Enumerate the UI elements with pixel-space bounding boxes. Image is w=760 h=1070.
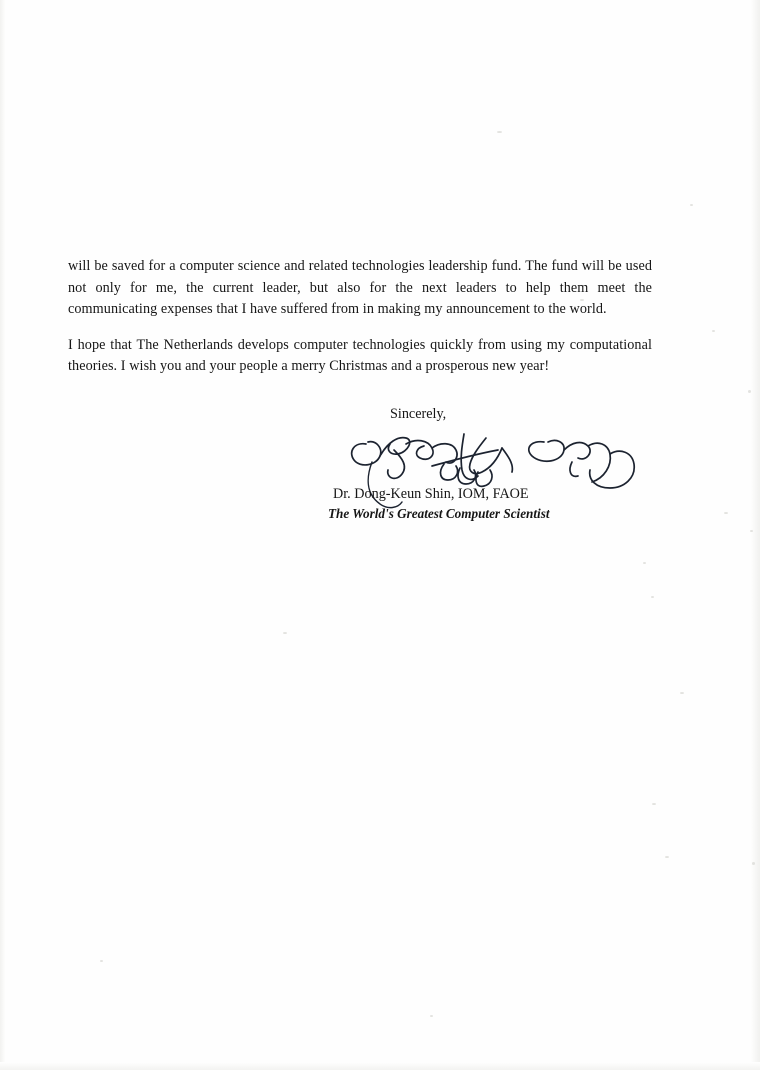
- scan-speck: [724, 512, 728, 514]
- scan-speck: [752, 862, 755, 865]
- closing-block: [68, 406, 652, 536]
- page-edge-shadow-left: [0, 0, 6, 1070]
- scan-speck: [643, 562, 646, 564]
- paragraph: I hope that The Netherlands develops computer technologies quickly from using my computational theories. I wish you and your people a merry Christmas and a prosperous new year!: [68, 336, 652, 375]
- scan-speck: [651, 596, 654, 598]
- scan-speck: [665, 856, 669, 858]
- letter-body: [68, 256, 652, 378]
- scan-speck: [652, 803, 656, 805]
- scan-speck: [748, 390, 751, 393]
- scan-speck: [680, 692, 684, 694]
- scan-speck: [690, 204, 693, 206]
- scan-speck: [430, 1015, 433, 1017]
- page-edge-shadow-bottom: [0, 1062, 760, 1070]
- scan-speck: [497, 131, 502, 133]
- scan-speck: [750, 530, 753, 532]
- scan-speck: [283, 632, 287, 634]
- signer-title: The World's Greatest Computer Scientist: [328, 506, 550, 521]
- paragraph: will be saved for a computer science and related technologies leadership fund. The fund will be used not only for me, the current leader, but also for the next leaders to help them meet the communicating expenses that I have suffered from in making my announcement to the world.: [68, 258, 652, 318]
- scan-speck: [100, 960, 103, 962]
- sincerely-label: Sincerely,: [390, 406, 447, 422]
- signer-name: Dr. Dong-Keun Shin, IOM, FAOE: [333, 486, 529, 502]
- page-edge-shadow-right: [750, 0, 760, 1070]
- scan-speck: [712, 330, 715, 332]
